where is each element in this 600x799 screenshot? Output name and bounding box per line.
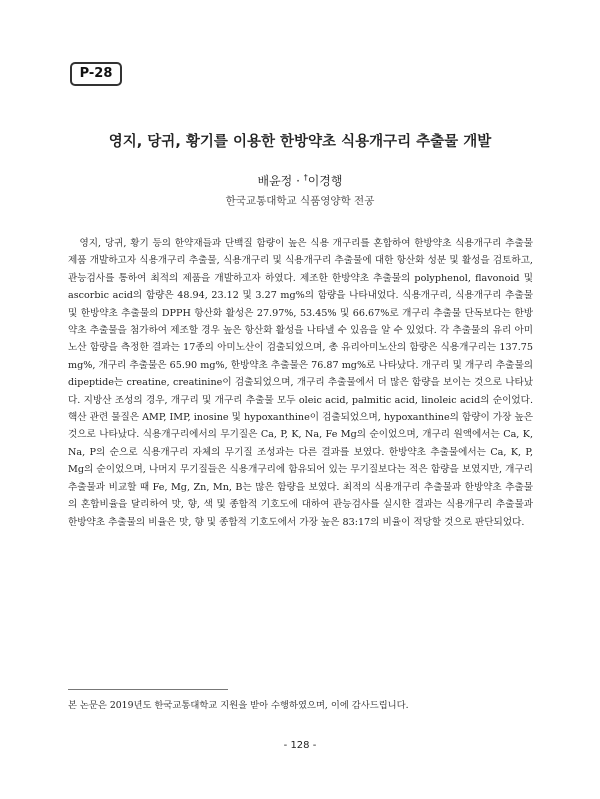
acknowledgement-footnote: 본 논문은 2019년도 한국교통대학교 지원을 받아 수행하였으며, 이에 감사드립니다. bbox=[68, 700, 409, 711]
footnote-divider bbox=[68, 689, 228, 690]
abstract-body: 영지, 당귀, 황기 등의 한약재들과 단백질 함량이 높은 식용 개구리를 혼합하여 한방약초 식용개구리 추출물 제품 개발하고자 식용개구리 추출물, 식용개구리 및 식용개구리 추출물에 대한 항산화 성분 및 활성을 검토하고, 관능검사를 통하여 최적의 제품을 개발하고자 하였다. 제조한 한방약초 추출물의 polyphenol, flavonoid 및 ascorbic acid의 함량은 48.94, 23.12 및 3.27 mg%의 함량을 나타내었다. 식용개구리, 식용개구리 추출물 및 한방약초 추출물의 DPPH 항산화 활성은 27.97%, 53.45% 및 66.67%로 개구리 추출물 단독보다는 한방약초 추출물을 첨가하여 제조할 경우 높은 항산화 활성을 나타낼 수 있음을 알 수 있었다. 각 추출물의 유리 아미노산 함량을 측정한 결과는 17종의 아미노산이 검출되었으며, 총 유리아미노산의 함량은 식용개구리는 137.75 mg%, 개구리 추출물은 65.90 mg%, 한방약초 추출물은 76.87 mg%로 나타났다. 개구리 및 개구리 추출물의 dipeptide는 creatine, creatinine이 검출되었으며, 개구리 추출물에서 더 많은 함량을 보이는 것으로 나타났다. 지방산 조성의 경우, 개구리 및 개구리 추출물 모두 oleic acid, palmitic acid, linoleic acid의 순이었다. 핵산 관련 물질은 AMP, IMP, inosine 및 hypoxanthine이 검출되었으며, hypoxanthine의 함량이 가장 높은 것으로 나타났다. 식용개구리에서의 무기질은 Ca, P, K, Na, Fe Mg의 순이었으며, 개구리 원액에서는 Ca, K, Na, P의 순으로 식용개구리 자체의 무기질 조성과는 다른 결과를 보였다. 한방약초 추출물에서는 Ca, K, P, Mg의 순이었으며, 나머지 무기질들은 식용개구리에 함유되어 있는 무기질보다는 적은 함량을 보였지만, 개구리 추출물과 비교할 때 Fe, Mg, Zn, Mn, B는 많은 함량을 보였다. 최적의 식용개구리 추출물과 한방약초 추출물의 혼합비율을 달리하여 맛, 향, 색 및 종합적 기호도에 대하여 관능검사를 실시한 결과는 식용개구리 추출물과 한방약초 추출물의 비율은 맛, 향 및 종합적 기호도에서 가장 높은 83:17의 비율이 적당할 것으로 판단되었다. bbox=[68, 238, 533, 528]
affiliation: 한국교통대학교 식품영양학 전공 bbox=[225, 195, 375, 207]
corresponding-author-name: 이경행 bbox=[307, 174, 343, 188]
paper-title: 영지, 당귀, 황기를 이용한 한방약초 식용개구리 추출물 개발 bbox=[108, 134, 492, 150]
author-name: 배윤정 bbox=[257, 174, 293, 188]
author-line bbox=[60, 172, 540, 189]
page-number: - 128 - bbox=[283, 740, 317, 751]
poster-id-badge: P-28 bbox=[70, 62, 122, 86]
corresponding-author-mark: † bbox=[303, 173, 308, 182]
author-separator: · bbox=[292, 174, 304, 188]
